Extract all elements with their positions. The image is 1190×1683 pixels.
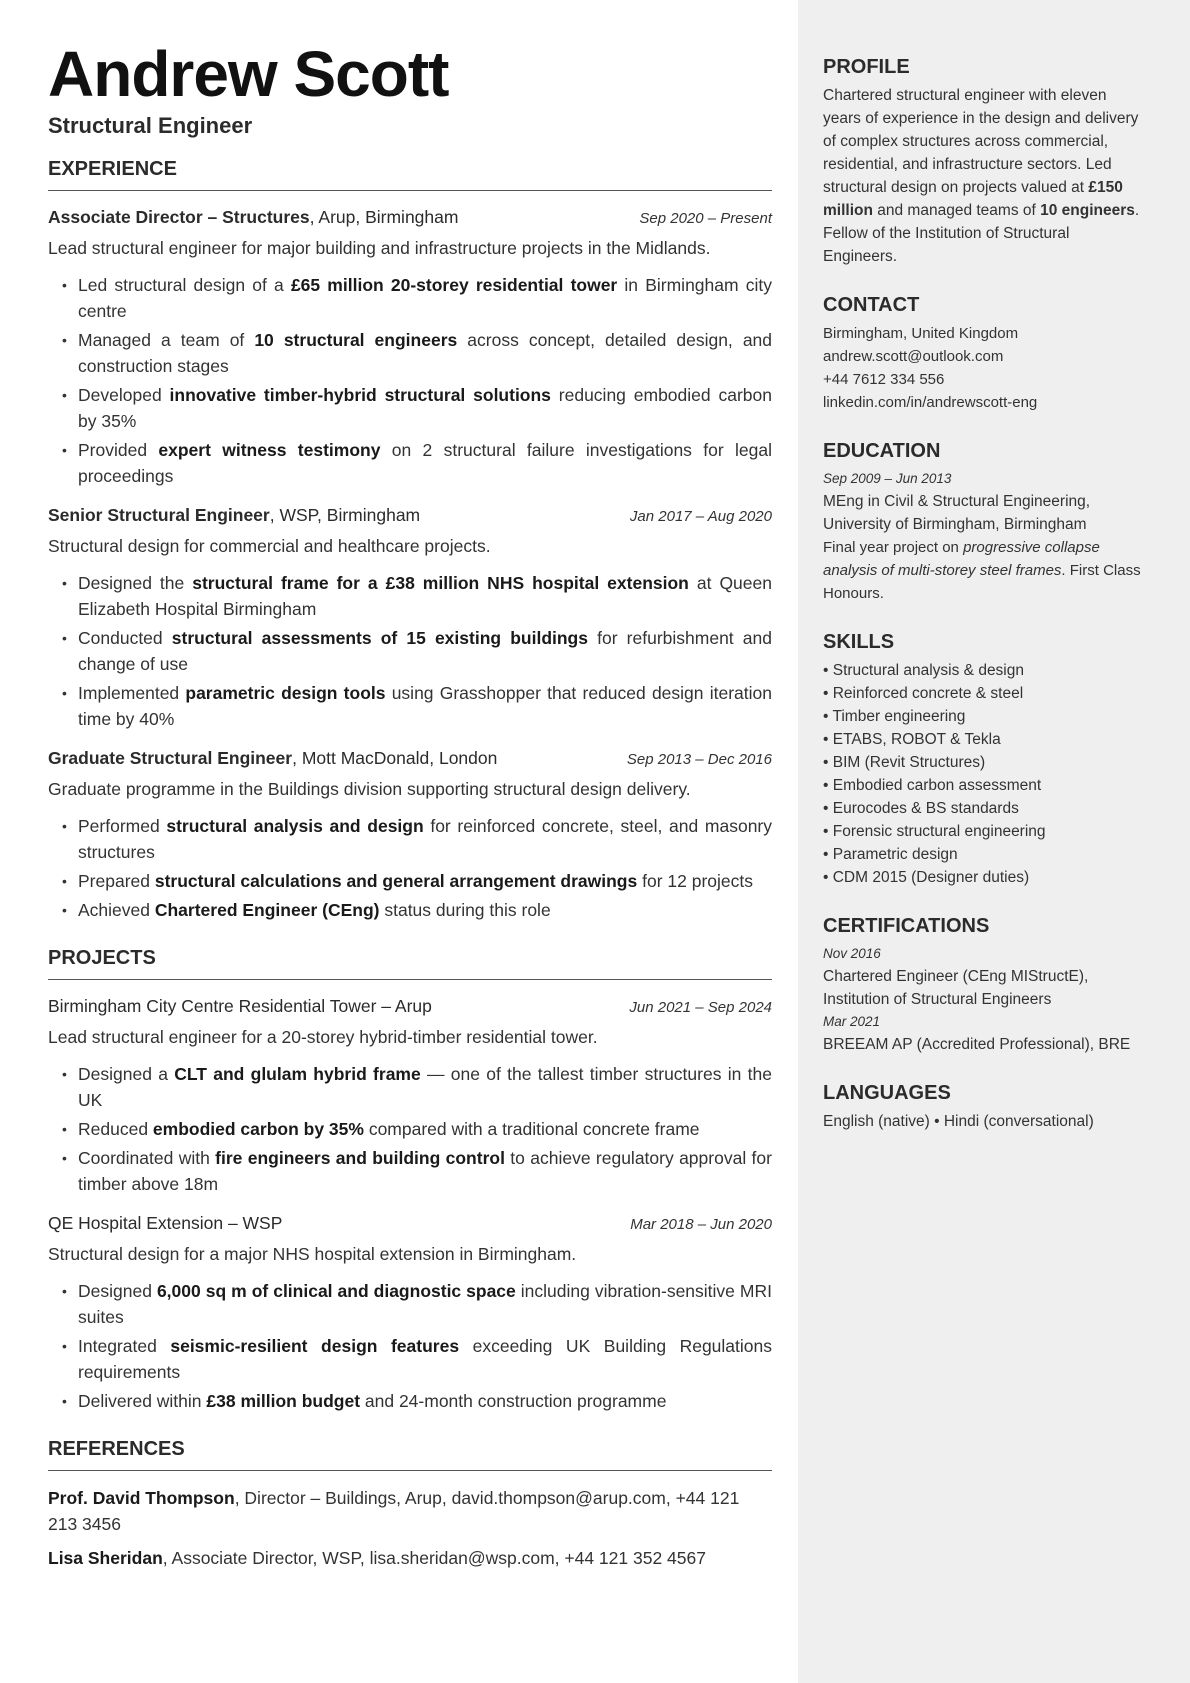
projects-entry-title xyxy=(48,994,432,1018)
projects-entry-title xyxy=(48,1211,282,1235)
experience-heading: EXPERIENCE xyxy=(48,158,177,180)
contact-heading: CONTACT xyxy=(823,294,920,316)
bullet-item xyxy=(78,272,772,324)
bullet-text: at Queen Elizabeth Hospital Birmingham xyxy=(78,573,772,619)
certification-name: BREEAM AP (Accredited Professional), BRE xyxy=(823,1036,1131,1053)
bullet-text: for reinforced concrete, steel, and masonry structures xyxy=(78,816,773,862)
experience-role-title: Graduate Structural Engineer xyxy=(48,748,293,768)
projects-section xyxy=(48,945,772,1414)
projects-date: Jun 2021 – Sep 2024 xyxy=(629,999,772,1016)
bullet-text: across concept, detailed design, and construction stages xyxy=(78,330,773,376)
contact-phone[interactable]: +44 7612 334 556 xyxy=(823,371,945,388)
bullet-highlight: structural assessments of 15 existing buildings xyxy=(171,628,588,648)
reference-name: Prof. David Thompson xyxy=(48,1488,235,1508)
bullet-text: Conducted xyxy=(78,628,172,648)
bullet-text: exceeding UK Building Regulations requirements xyxy=(78,1336,773,1382)
experience-bullets xyxy=(48,813,772,923)
bullet-highlight: CLT and glulam hybrid frame xyxy=(174,1064,421,1084)
bullet-highlight: seismic-resilient design features xyxy=(170,1336,460,1356)
profile-text-part: and managed teams of xyxy=(872,202,1041,219)
bullet-item xyxy=(78,1388,772,1414)
bullet-highlight: Chartered Engineer (CEng) xyxy=(154,900,380,920)
bullet-text: Coordinated with xyxy=(78,1148,216,1168)
bullet-text: — one of the tallest timber structures in the UK xyxy=(78,1064,772,1110)
experience-date: Sep 2020 – Present xyxy=(639,210,772,227)
bullet-item xyxy=(78,437,772,489)
experience-entry-header xyxy=(48,503,772,529)
contact-block xyxy=(823,292,1145,414)
section-divider xyxy=(48,190,772,191)
bullet-text: in Birmingham city centre xyxy=(78,275,773,321)
bullet-item xyxy=(78,1333,772,1385)
skill-item: • Parametric design xyxy=(823,846,958,863)
skill-item: • CDM 2015 (Designer duties) xyxy=(823,869,1030,886)
skill-item: • Reinforced concrete & steel xyxy=(823,685,1024,702)
experience-entry-title xyxy=(48,503,420,527)
bullet-text: Integrated xyxy=(78,1336,171,1356)
skill-item: • Structural analysis & design xyxy=(823,662,1024,679)
projects-entry xyxy=(48,1211,772,1414)
bullet-highlight: £65 million 20-storey residential tower xyxy=(290,275,618,295)
bullet-highlight: embodied carbon by 35% xyxy=(152,1119,364,1139)
projects-bullets xyxy=(48,1278,772,1414)
experience-bullets xyxy=(48,272,772,489)
projects-description: Structural design for a major NHS hospital extension in Birmingham. xyxy=(48,1244,577,1264)
bullet-text: Led structural design of a xyxy=(78,275,291,295)
references-heading: REFERENCES xyxy=(48,1438,185,1460)
projects-heading: PROJECTS xyxy=(48,947,156,969)
bullet-item xyxy=(78,1061,772,1113)
references-section xyxy=(48,1436,772,1571)
references-list xyxy=(48,1485,772,1571)
reference-name: Lisa Sheridan xyxy=(48,1548,163,1568)
skill-item: • Timber engineering xyxy=(823,708,966,725)
profile-highlight: £150 million xyxy=(823,179,1123,219)
bullet-text: reducing embodied carbon by 35% xyxy=(78,385,772,431)
bullet-item xyxy=(78,570,772,622)
certifications-block xyxy=(823,913,1145,1056)
projects-list xyxy=(48,994,772,1414)
reference-item xyxy=(48,1545,772,1571)
bullet-text: to achieve regulatory approval for timber above 18m xyxy=(78,1148,772,1194)
sidebar xyxy=(823,54,1145,1157)
experience-organization: , Mott MacDonald, London xyxy=(292,748,498,768)
bullet-text: for refurbishment and change of use xyxy=(78,628,772,674)
bullet-text: status during this role xyxy=(379,900,551,920)
bullet-item xyxy=(78,1278,772,1330)
education-date: Sep 2009 – Jun 2013 xyxy=(823,471,952,486)
bullet-highlight: fire engineers and building control xyxy=(215,1148,505,1168)
experience-role-title: Associate Director – Structures xyxy=(48,207,310,227)
skill-item: • BIM (Revit Structures) xyxy=(823,754,986,771)
bullet-item xyxy=(78,1116,772,1142)
bullet-highlight: structural analysis and design xyxy=(166,816,424,836)
experience-description: Structural design for commercial and healthcare projects. xyxy=(48,536,491,556)
languages-block xyxy=(823,1080,1145,1133)
projects-date: Mar 2018 – Jun 2020 xyxy=(630,1216,772,1233)
bullet-text: Performed xyxy=(78,816,167,836)
skill-item: • Embodied carbon assessment xyxy=(823,777,1042,794)
experience-entry xyxy=(48,205,772,489)
candidate-role: Structural Engineer xyxy=(48,113,253,138)
experience-section xyxy=(48,156,772,923)
experience-entry-header xyxy=(48,746,772,772)
bullet-highlight: expert witness testimony xyxy=(158,440,381,460)
certifications-list xyxy=(823,943,1145,1056)
profile-highlight: 10 engineers xyxy=(1040,202,1135,219)
education-degree: MEng in Civil & Structural Engineering, University of Birmingham, Birmingham xyxy=(823,493,1091,533)
profile-block xyxy=(823,54,1145,268)
projects-name: QE Hospital Extension – WSP xyxy=(48,1213,283,1233)
education-project-text: Final year project on xyxy=(823,539,964,556)
bullet-text: Developed xyxy=(78,385,170,405)
bullet-highlight: 10 structural engineers xyxy=(254,330,458,350)
experience-organization: , WSP, Birmingham xyxy=(269,505,421,525)
bullet-text: Prepared xyxy=(78,871,155,891)
languages-text: English (native) • Hindi (conversational) xyxy=(823,1113,1094,1130)
bullet-text: Designed xyxy=(78,1281,157,1301)
bullet-item xyxy=(78,1145,772,1197)
experience-entry-header xyxy=(48,205,772,231)
bullet-text: Reduced xyxy=(78,1119,153,1139)
experience-entry xyxy=(48,503,772,732)
reference-detail: , Associate Director, WSP, lisa.sheridan@wsp.com, +44 121 352 4567 xyxy=(162,1548,706,1568)
experience-entry xyxy=(48,746,772,923)
education-project-text: . First Class Honours. xyxy=(823,562,1141,602)
experience-list xyxy=(48,205,772,923)
profile-text xyxy=(823,84,1145,268)
projects-entry-header xyxy=(48,994,772,1020)
experience-organization: , Arup, Birmingham xyxy=(309,207,459,227)
certifications-heading: CERTIFICATIONS xyxy=(823,915,990,937)
contact-linkedin-link[interactable]: linkedin.com/in/andrewscott-eng xyxy=(823,394,1038,411)
bullet-text: compared with a traditional concrete frame xyxy=(363,1119,700,1139)
experience-bullets xyxy=(48,570,772,732)
skill-item: • Eurocodes & BS standards xyxy=(823,800,1019,817)
section-divider xyxy=(48,1470,772,1471)
experience-entry-title xyxy=(48,746,497,770)
bullet-item xyxy=(78,625,772,677)
contact-location: Birmingham, United Kingdom xyxy=(823,325,1019,342)
bullet-highlight: innovative timber-hybrid structural solutions xyxy=(169,385,551,405)
bullet-item xyxy=(78,382,772,434)
skill-item: • ETABS, ROBOT & Tekla xyxy=(823,731,1001,748)
bullet-item xyxy=(78,897,772,923)
bullet-text: for 12 projects xyxy=(637,871,753,891)
main-column xyxy=(48,38,772,1579)
experience-description: Graduate programme in the Buildings division supporting structural design delivery. xyxy=(48,779,691,799)
projects-bullets xyxy=(48,1061,772,1197)
bullet-text: including vibration-sensitive MRI suites xyxy=(78,1281,772,1327)
bullet-item xyxy=(78,327,772,379)
experience-date: Jan 2017 – Aug 2020 xyxy=(629,508,772,525)
bullet-highlight: parametric design tools xyxy=(185,683,386,703)
certification-date: Nov 2016 xyxy=(823,946,881,961)
bullet-item xyxy=(78,813,772,865)
bullet-text: Delivered within xyxy=(78,1391,207,1411)
projects-entry-header xyxy=(48,1211,772,1237)
bullet-text: Provided xyxy=(78,440,159,460)
bullet-text: Implemented xyxy=(78,683,186,703)
skills-block xyxy=(823,629,1145,889)
profile-text-part: Chartered structural engineer with eleven years of experience in the design and delivery of complex structures across commercial, residential, and infrastructure sectors. Led structural design on projects valued at xyxy=(823,87,1139,196)
bullet-text: using Grasshopper that reduced design iteration time by 40% xyxy=(78,683,772,729)
certification-date: Mar 2021 xyxy=(823,1014,881,1029)
profile-text-part: . Fellow of the Institution of Structural Engineers. xyxy=(823,202,1140,265)
candidate-name: Andrew Scott xyxy=(48,38,449,110)
projects-description: Lead structural engineer for a 20-storey hybrid-timber residential tower. xyxy=(48,1027,598,1047)
education-heading: EDUCATION xyxy=(823,440,941,462)
bullet-highlight: structural frame for a £38 million NHS hospital extension xyxy=(192,573,689,593)
experience-entry-title xyxy=(48,205,458,229)
section-divider xyxy=(48,979,772,980)
bullet-highlight: £38 million budget xyxy=(206,1391,361,1411)
bullet-text: on 2 structural failure investigations for legal proceedings xyxy=(78,440,772,486)
contact-email-link[interactable]: andrew.scott@outlook.com xyxy=(823,348,1004,365)
bullet-item xyxy=(78,868,772,894)
bullet-highlight: structural calculations and general arrangement drawings xyxy=(154,871,638,891)
education-project-topic: progressive collapse analysis of multi-storey steel frames xyxy=(823,539,1100,579)
projects-entry xyxy=(48,994,772,1197)
bullet-item xyxy=(78,680,772,732)
reference-item xyxy=(48,1485,772,1537)
bullet-text: Managed a team of xyxy=(78,330,255,350)
education-block xyxy=(823,438,1145,605)
skills-heading: SKILLS xyxy=(823,631,895,653)
bullet-text: and 24-month construction programme xyxy=(360,1391,667,1411)
experience-description: Lead structural engineer for major building and infrastructure projects in the Midlands. xyxy=(48,238,711,258)
education-project xyxy=(823,536,1145,605)
certification-name: Chartered Engineer (CEng MIStructE), Institution of Structural Engineers xyxy=(823,968,1089,1008)
profile-heading: PROFILE xyxy=(823,56,910,78)
experience-role-title: Senior Structural Engineer xyxy=(48,505,270,525)
languages-heading: LANGUAGES xyxy=(823,1082,951,1104)
projects-name: Birmingham City Centre Residential Tower – Arup xyxy=(48,996,432,1016)
bullet-highlight: 6,000 sq m of clinical and diagnostic space xyxy=(156,1281,516,1301)
skills-list xyxy=(823,659,1145,889)
experience-date: Sep 2013 – Dec 2016 xyxy=(626,751,772,768)
skill-item: • Forensic structural engineering xyxy=(823,823,1046,840)
bullet-text: Designed the xyxy=(78,573,193,593)
bullet-text: Designed a xyxy=(78,1064,175,1084)
bullet-text: Achieved xyxy=(78,900,155,920)
reference-detail: , Director – Buildings, Arup, david.thompson@arup.com, +44 121 213 3456 xyxy=(48,1488,740,1534)
